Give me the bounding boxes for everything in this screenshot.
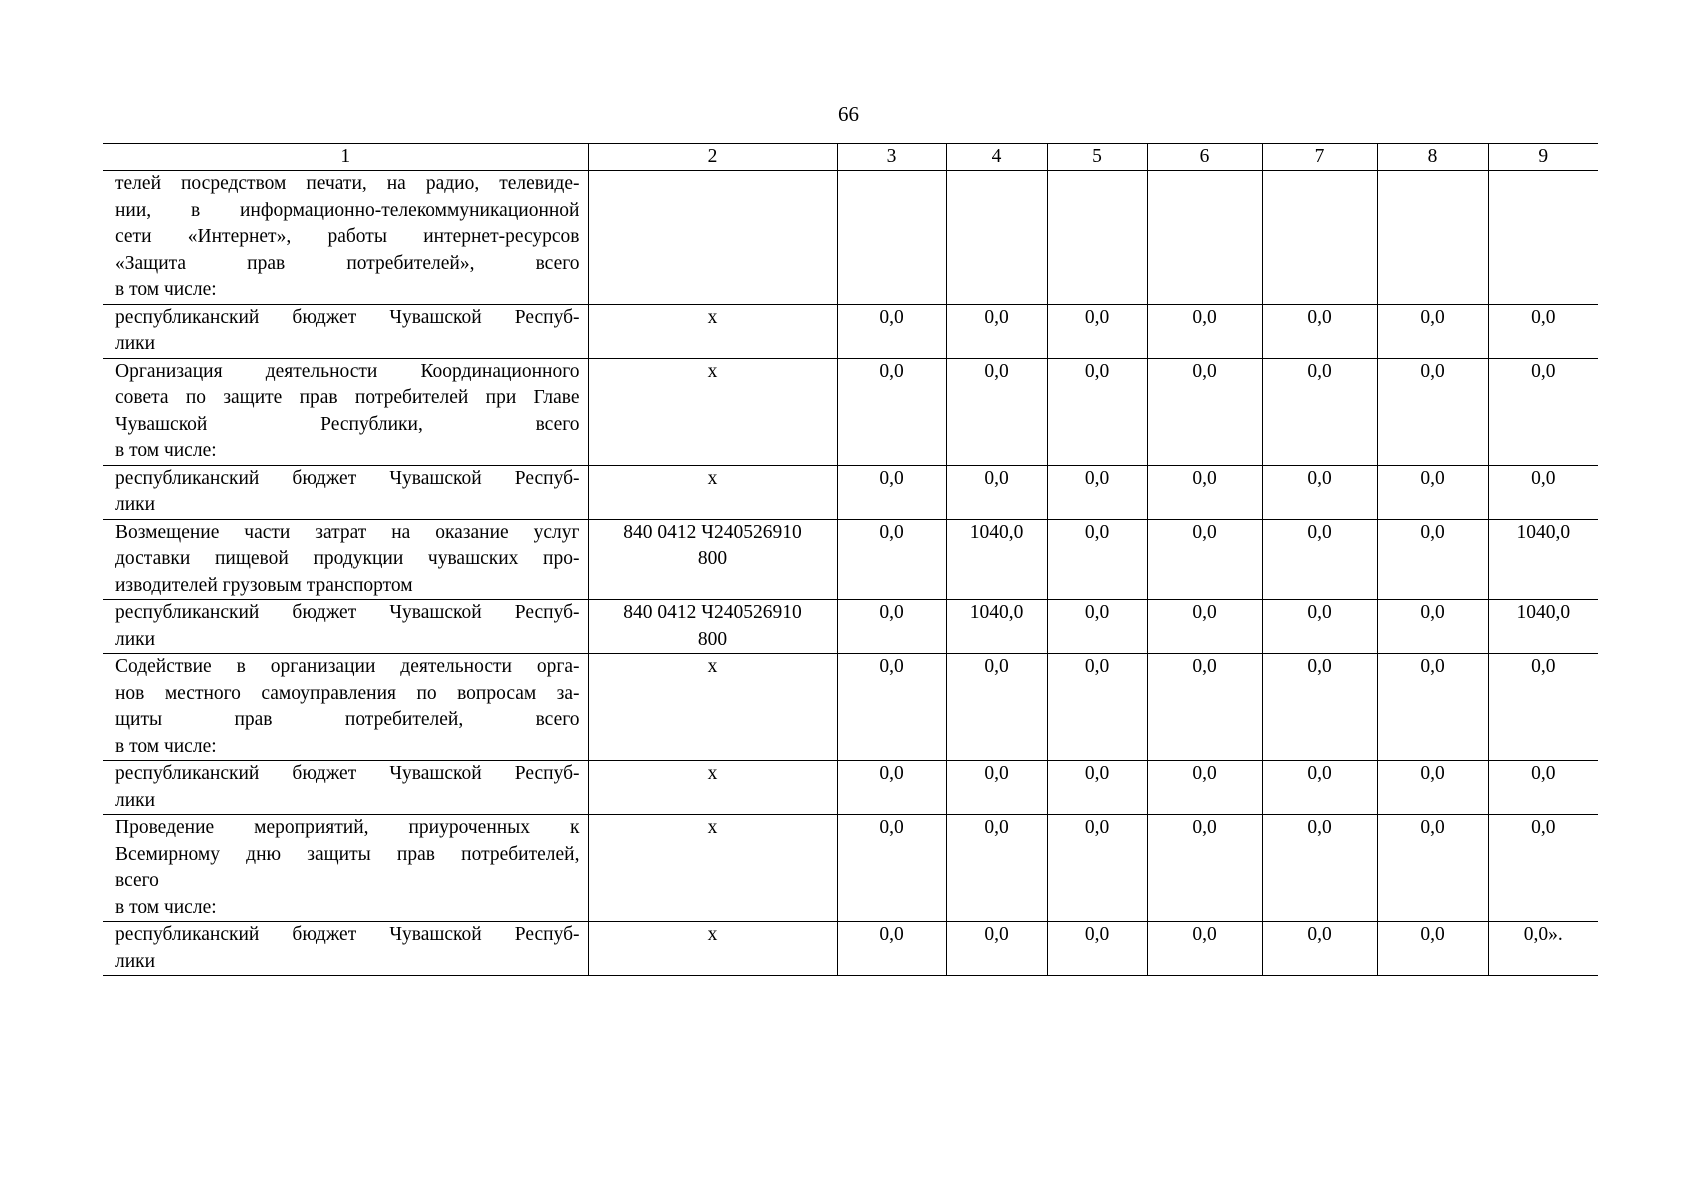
- value-cell: 0,0: [1262, 654, 1377, 761]
- description-line: изводителей грузовым транспортом: [115, 574, 413, 596]
- description-line: Чувашской Республики, всего: [115, 413, 580, 435]
- budget-code: [588, 171, 837, 305]
- value-cell: 0,0: [1262, 519, 1377, 600]
- value-cell: [946, 171, 1047, 305]
- code-line: x: [707, 763, 718, 784]
- value-cell: 0,0: [837, 815, 946, 922]
- description-line: щиты прав потребителей, всего: [115, 709, 580, 730]
- description-line: лики: [115, 494, 156, 515]
- value-cell: 0,0: [1147, 600, 1262, 654]
- code-line: x: [707, 924, 718, 945]
- table-row: [103, 171, 1598, 305]
- budget-code: [588, 465, 837, 519]
- value-cell: 0,0: [1147, 761, 1262, 815]
- column-header: 7: [1262, 144, 1377, 171]
- value-cell: 0,0: [1488, 358, 1598, 465]
- value-cell: 0,0: [1147, 654, 1262, 761]
- value-cell: 0,0: [1262, 465, 1377, 519]
- description-line: доставки пищевой продукции чувашских про-: [115, 548, 580, 569]
- value-cell: 0,0: [1147, 519, 1262, 600]
- value-cell: 0,0: [1047, 761, 1147, 815]
- value-cell: 0,0».: [1488, 922, 1598, 976]
- code-line: 800: [697, 548, 728, 569]
- value-cell: 0,0: [946, 815, 1047, 922]
- value-cell: 0,0: [1047, 519, 1147, 600]
- value-cell: 0,0: [1377, 815, 1488, 922]
- value-cell: [1047, 171, 1147, 305]
- description-line: телей посредством печати, на радио, телевиде-: [115, 173, 580, 194]
- column-header: 5: [1047, 144, 1147, 171]
- row-description: [103, 358, 588, 465]
- table-row: [103, 465, 1598, 519]
- description-line: республиканский бюджет Чувашской Респуб-: [115, 602, 580, 623]
- description-line: «Защита прав потребителей», всего: [115, 252, 580, 274]
- description-line: республиканский бюджет Чувашской Респуб-: [115, 763, 580, 784]
- value-cell: 1040,0: [1488, 519, 1598, 600]
- value-cell: 1040,0: [946, 519, 1047, 600]
- value-cell: 0,0: [837, 519, 946, 600]
- value-cell: 0,0: [946, 922, 1047, 976]
- value-cell: [1377, 171, 1488, 305]
- code-line: x: [707, 817, 718, 838]
- description-line: Возмещение части затрат на оказание услуг: [115, 521, 580, 543]
- column-header: 4: [946, 144, 1047, 171]
- value-cell: 0,0: [1047, 815, 1147, 922]
- description-line: Проведение мероприятий, приуроченных к: [115, 817, 580, 838]
- value-cell: [837, 171, 946, 305]
- description-line: нов местного самоуправления по вопросам за-: [115, 682, 580, 704]
- value-cell: 0,0: [1377, 465, 1488, 519]
- column-header: 2: [588, 144, 837, 171]
- value-cell: 0,0: [1147, 358, 1262, 465]
- value-cell: 0,0: [1377, 304, 1488, 358]
- budget-code: [588, 654, 837, 761]
- description-line: в том числе:: [115, 440, 217, 461]
- budget-code: [588, 304, 837, 358]
- table-row: [103, 654, 1598, 761]
- value-cell: 0,0: [946, 761, 1047, 815]
- row-description: [103, 815, 588, 922]
- description-line: нии, в информационно-телекоммуникационной: [115, 199, 580, 221]
- value-cell: 0,0: [1488, 654, 1598, 761]
- budget-code: [588, 358, 837, 465]
- value-cell: 0,0: [837, 922, 946, 976]
- value-cell: 0,0: [1047, 465, 1147, 519]
- row-description: [103, 654, 588, 761]
- budget-code: [588, 519, 837, 600]
- table-body: [103, 171, 1598, 976]
- value-cell: 0,0: [1488, 465, 1598, 519]
- value-cell: 1040,0: [1488, 600, 1598, 654]
- value-cell: 0,0: [1262, 922, 1377, 976]
- description-line: в том числе:: [115, 279, 217, 300]
- value-cell: 0,0: [1047, 922, 1147, 976]
- table-row: [103, 761, 1598, 815]
- budget-table: [103, 143, 1598, 976]
- value-cell: 0,0: [1488, 815, 1598, 922]
- value-cell: 0,0: [1262, 358, 1377, 465]
- value-cell: 0,0: [1147, 465, 1262, 519]
- value-cell: 0,0: [837, 304, 946, 358]
- value-cell: 0,0: [1262, 761, 1377, 815]
- value-cell: 0,0: [1047, 358, 1147, 465]
- value-cell: 0,0: [1147, 922, 1262, 976]
- table-row: [103, 815, 1598, 922]
- value-cell: 0,0: [837, 600, 946, 654]
- value-cell: 0,0: [1377, 922, 1488, 976]
- code-line: 840 0412 Ч240526910: [623, 521, 802, 543]
- page-number: 66: [838, 102, 859, 126]
- table-row: [103, 304, 1598, 358]
- code-line: 800: [697, 628, 728, 650]
- value-cell: 0,0: [837, 465, 946, 519]
- description-line: сети «Интернет», работы интернет-ресурсов: [115, 226, 580, 247]
- description-line: лики: [115, 628, 156, 650]
- table-header: [103, 144, 1598, 171]
- description-line: республиканский бюджет Чувашской Респуб-: [115, 467, 580, 489]
- code-line: 840 0412 Ч240526910: [623, 602, 802, 623]
- description-line: всего: [115, 870, 159, 891]
- value-cell: 1040,0: [946, 600, 1047, 654]
- code-line: x: [707, 467, 718, 489]
- header-row: [103, 144, 1598, 171]
- value-cell: 0,0: [1262, 304, 1377, 358]
- table-row: [103, 519, 1598, 600]
- value-cell: 0,0: [837, 654, 946, 761]
- value-cell: 0,0: [1488, 304, 1598, 358]
- row-description: [103, 465, 588, 519]
- table-row: [103, 922, 1598, 976]
- value-cell: 0,0: [1377, 761, 1488, 815]
- row-description: [103, 761, 588, 815]
- description-line: Всемирному дню защиты прав потребителей,: [115, 843, 580, 865]
- value-cell: 0,0: [1377, 358, 1488, 465]
- budget-code: [588, 815, 837, 922]
- code-line: x: [707, 306, 718, 328]
- value-cell: 0,0: [1262, 815, 1377, 922]
- row-description: [103, 171, 588, 305]
- description-line: Организация деятельности Координационного: [115, 360, 580, 382]
- column-header: 9: [1488, 144, 1598, 171]
- description-line: республиканский бюджет Чувашской Респуб-: [115, 306, 580, 328]
- value-cell: 0,0: [1377, 654, 1488, 761]
- row-description: [103, 600, 588, 654]
- table-row: [103, 600, 1598, 654]
- value-cell: 0,0: [946, 654, 1047, 761]
- description-line: в том числе:: [115, 735, 217, 757]
- code-line: x: [707, 656, 718, 677]
- description-line: совета по защите прав потребителей при Главе: [115, 387, 580, 408]
- value-cell: 0,0: [1488, 761, 1598, 815]
- description-line: лики: [115, 950, 156, 972]
- value-cell: [1488, 171, 1598, 305]
- value-cell: 0,0: [946, 358, 1047, 465]
- value-cell: 0,0: [1147, 815, 1262, 922]
- budget-code: [588, 761, 837, 815]
- value-cell: 0,0: [1377, 519, 1488, 600]
- description-line: лики: [115, 789, 156, 811]
- column-header: 8: [1377, 144, 1488, 171]
- value-cell: [1262, 171, 1377, 305]
- budget-code: [588, 922, 837, 976]
- row-description: [103, 922, 588, 976]
- description-line: лики: [115, 333, 156, 354]
- value-cell: 0,0: [837, 358, 946, 465]
- value-cell: 0,0: [946, 304, 1047, 358]
- value-cell: 0,0: [946, 465, 1047, 519]
- code-line: x: [707, 360, 718, 382]
- row-description: [103, 304, 588, 358]
- description-line: Содействие в организации деятельности орга-: [115, 656, 580, 677]
- table-row: [103, 358, 1598, 465]
- budget-code: [588, 600, 837, 654]
- row-description: [103, 519, 588, 600]
- value-cell: 0,0: [1377, 600, 1488, 654]
- value-cell: 0,0: [1262, 600, 1377, 654]
- value-cell: 0,0: [1047, 654, 1147, 761]
- description-line: республиканский бюджет Чувашской Респуб-: [115, 924, 580, 945]
- value-cell: 0,0: [1047, 304, 1147, 358]
- value-cell: 0,0: [837, 761, 946, 815]
- value-cell: [1147, 171, 1262, 305]
- description-line: в том числе:: [115, 896, 217, 918]
- column-header: 3: [837, 144, 946, 171]
- value-cell: 0,0: [1047, 600, 1147, 654]
- column-header: 1: [103, 144, 588, 171]
- value-cell: 0,0: [1147, 304, 1262, 358]
- column-header: 6: [1147, 144, 1262, 171]
